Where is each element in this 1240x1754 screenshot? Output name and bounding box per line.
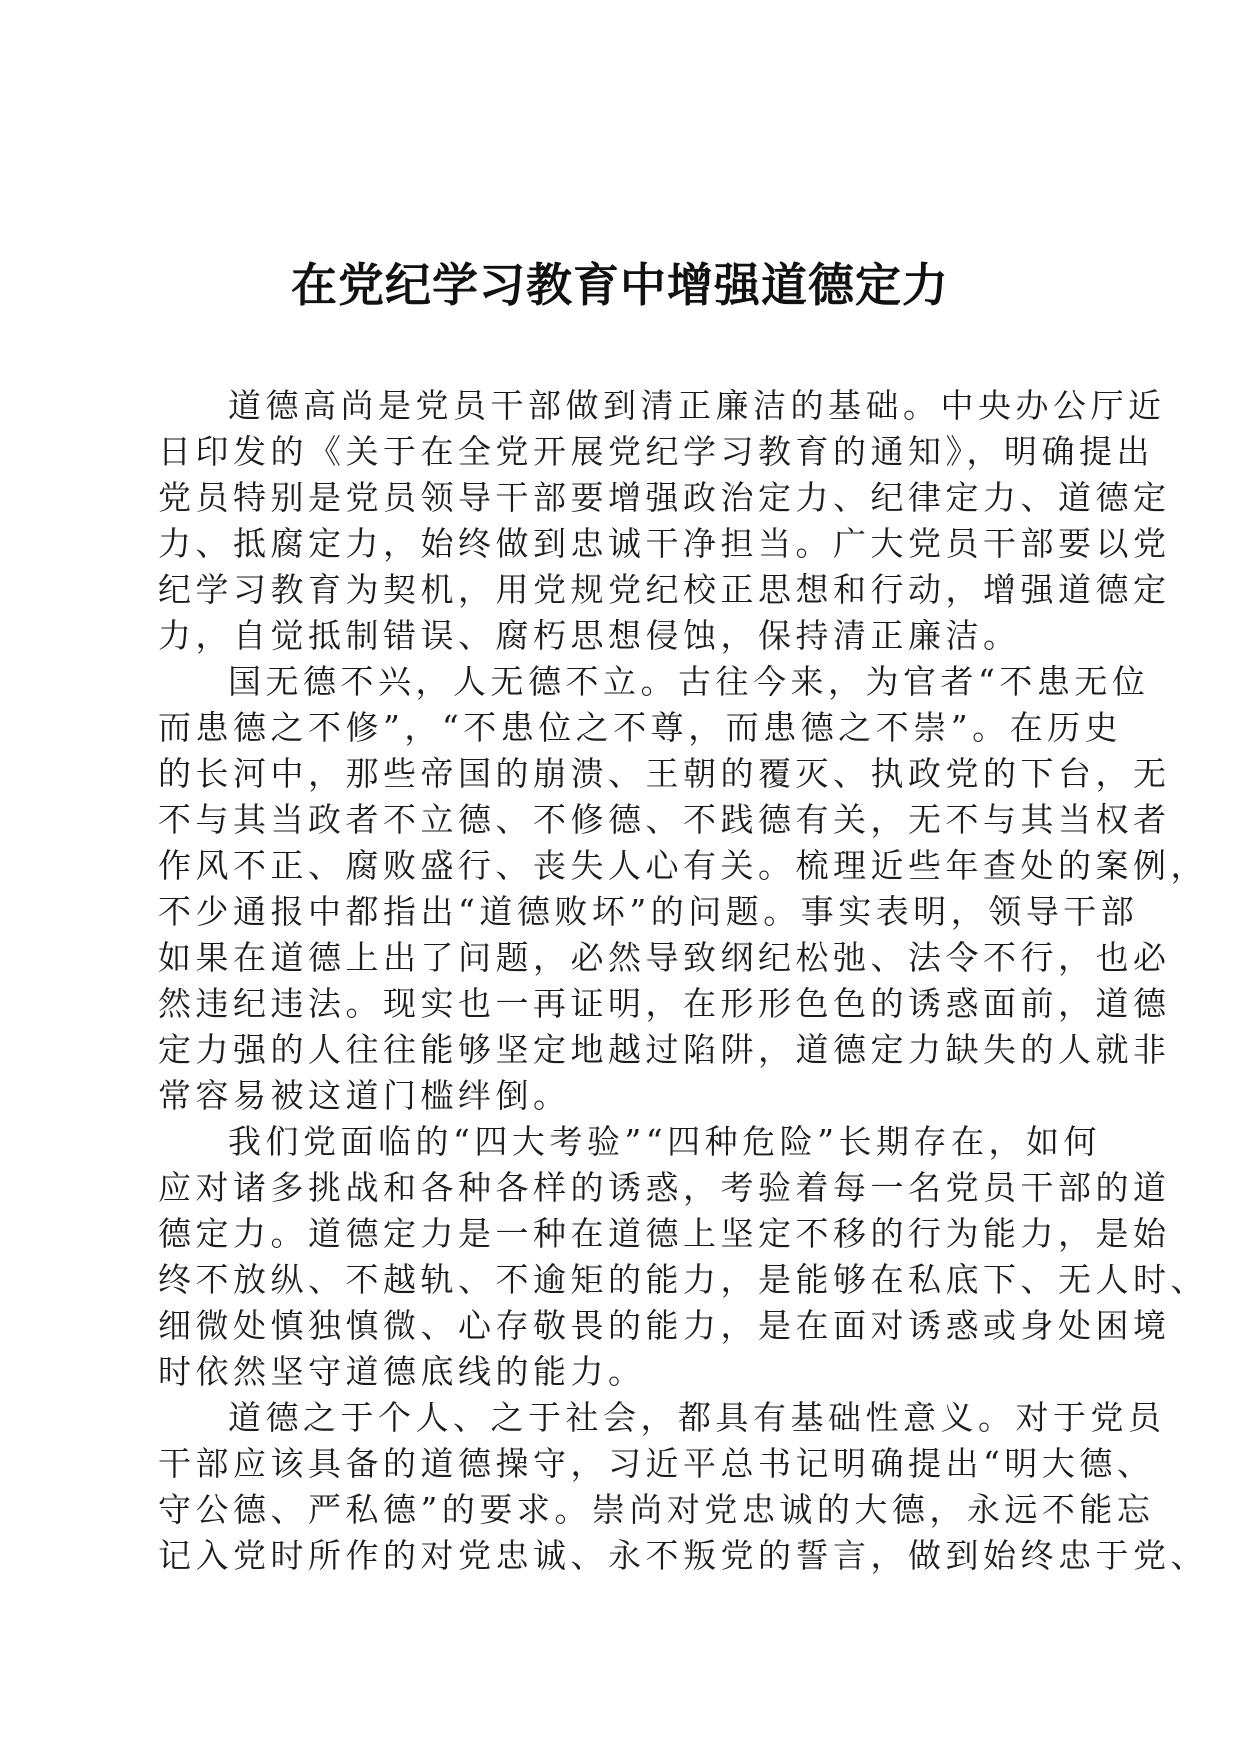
text-line: 如果在道德上出了问题，必然导致纲纪松弛、法令不行，也必 xyxy=(158,938,1171,977)
text-line: 定力强的人往往能够坚定地越过陷阱，道德定力缺失的人就非 xyxy=(158,1030,1171,1069)
text-line: 干部应该具备的道德操守，习近平总书记明确提出“明大德、 xyxy=(158,1444,1155,1483)
text-line: 守公德、严私德”的要求。崇尚对党忠诚的大德，永远不能忘 xyxy=(158,1490,1155,1529)
text-line: 道德之于个人、之于社会，都具有基础性意义。对于党员 xyxy=(228,1398,1166,1437)
text-line: 纪学习教育为契机，用党规党纪校正思想和行动，增强道德定 xyxy=(158,570,1171,609)
text-line: 国无德不兴，人无德不立。古往今来，为官者“不患无位 xyxy=(228,662,1150,701)
text-line: 德定力。道德定力是一种在道德上坚定不移的行为能力，是始 xyxy=(158,1214,1171,1253)
text-line: 不少通报中都指出“道德败坏”的问题。事实表明，领导干部 xyxy=(158,892,1139,931)
text-line: 常容易被这道门槛绊倒。 xyxy=(158,1076,571,1115)
text-line: 不与其当政者不立德、不修德、不践德有关，无不与其当权者 xyxy=(158,800,1171,839)
paragraph-4 xyxy=(158,1395,1208,1579)
text-line: 时依然坚守道德底线的能力。 xyxy=(158,1352,646,1391)
text-line: 应对诸多挑战和各种各样的诱惑，考验着每一名党员干部的道 xyxy=(158,1168,1171,1207)
text-line: 党员特别是党员领导干部要增强政治定力、纪律定力、道德定 xyxy=(158,478,1171,517)
text-line: 记入党时所作的对党忠诚、永不叛党的誓言，做到始终忠于党、 xyxy=(158,1536,1208,1575)
document-body xyxy=(158,383,1208,1579)
paragraph-1 xyxy=(158,383,1171,659)
text-line: 道德高尚是党员干部做到清正廉洁的基础。中央办公厅近 xyxy=(228,386,1166,425)
text-line: 力，自觉抵制错误、腐朽思想侵蚀，保持清正廉洁。 xyxy=(158,616,1021,655)
text-line: 作风不正、腐败盛行、丧失人心有关。梳理近些年查处的案例， xyxy=(158,846,1208,885)
text-line: 然违纪违法。现实也一再证明，在形形色色的诱惑面前，道德 xyxy=(158,984,1171,1023)
text-line: 终不放纵、不越轨、不逾矩的能力，是能够在私底下、无人时、 xyxy=(158,1260,1208,1299)
paragraph-2 xyxy=(158,659,1208,1119)
text-line: 而患德之不修”，“不患位之不尊，而患德之不崇”。在历史 xyxy=(158,708,1123,747)
text-line: 力、抵腐定力，始终做到忠诚干净担当。广大党员干部要以党 xyxy=(158,524,1171,563)
paragraph-3 xyxy=(158,1119,1208,1395)
text-line: 细微处慎独慎微、心存敬畏的能力，是在面对诱惑或身处困境 xyxy=(158,1306,1171,1345)
document-title: 在党纪学习教育中增强道德定力 xyxy=(291,258,949,312)
text-line: 的长河中，那些帝国的崩溃、王朝的覆灭、执政党的下台，无 xyxy=(158,754,1171,793)
text-line: 我们党面临的“四大考验”“四种危险”长期存在，如何 xyxy=(228,1122,1101,1161)
text-line: 日印发的《关于在全党开展党纪学习教育的通知》，明确提出 xyxy=(158,432,1154,471)
